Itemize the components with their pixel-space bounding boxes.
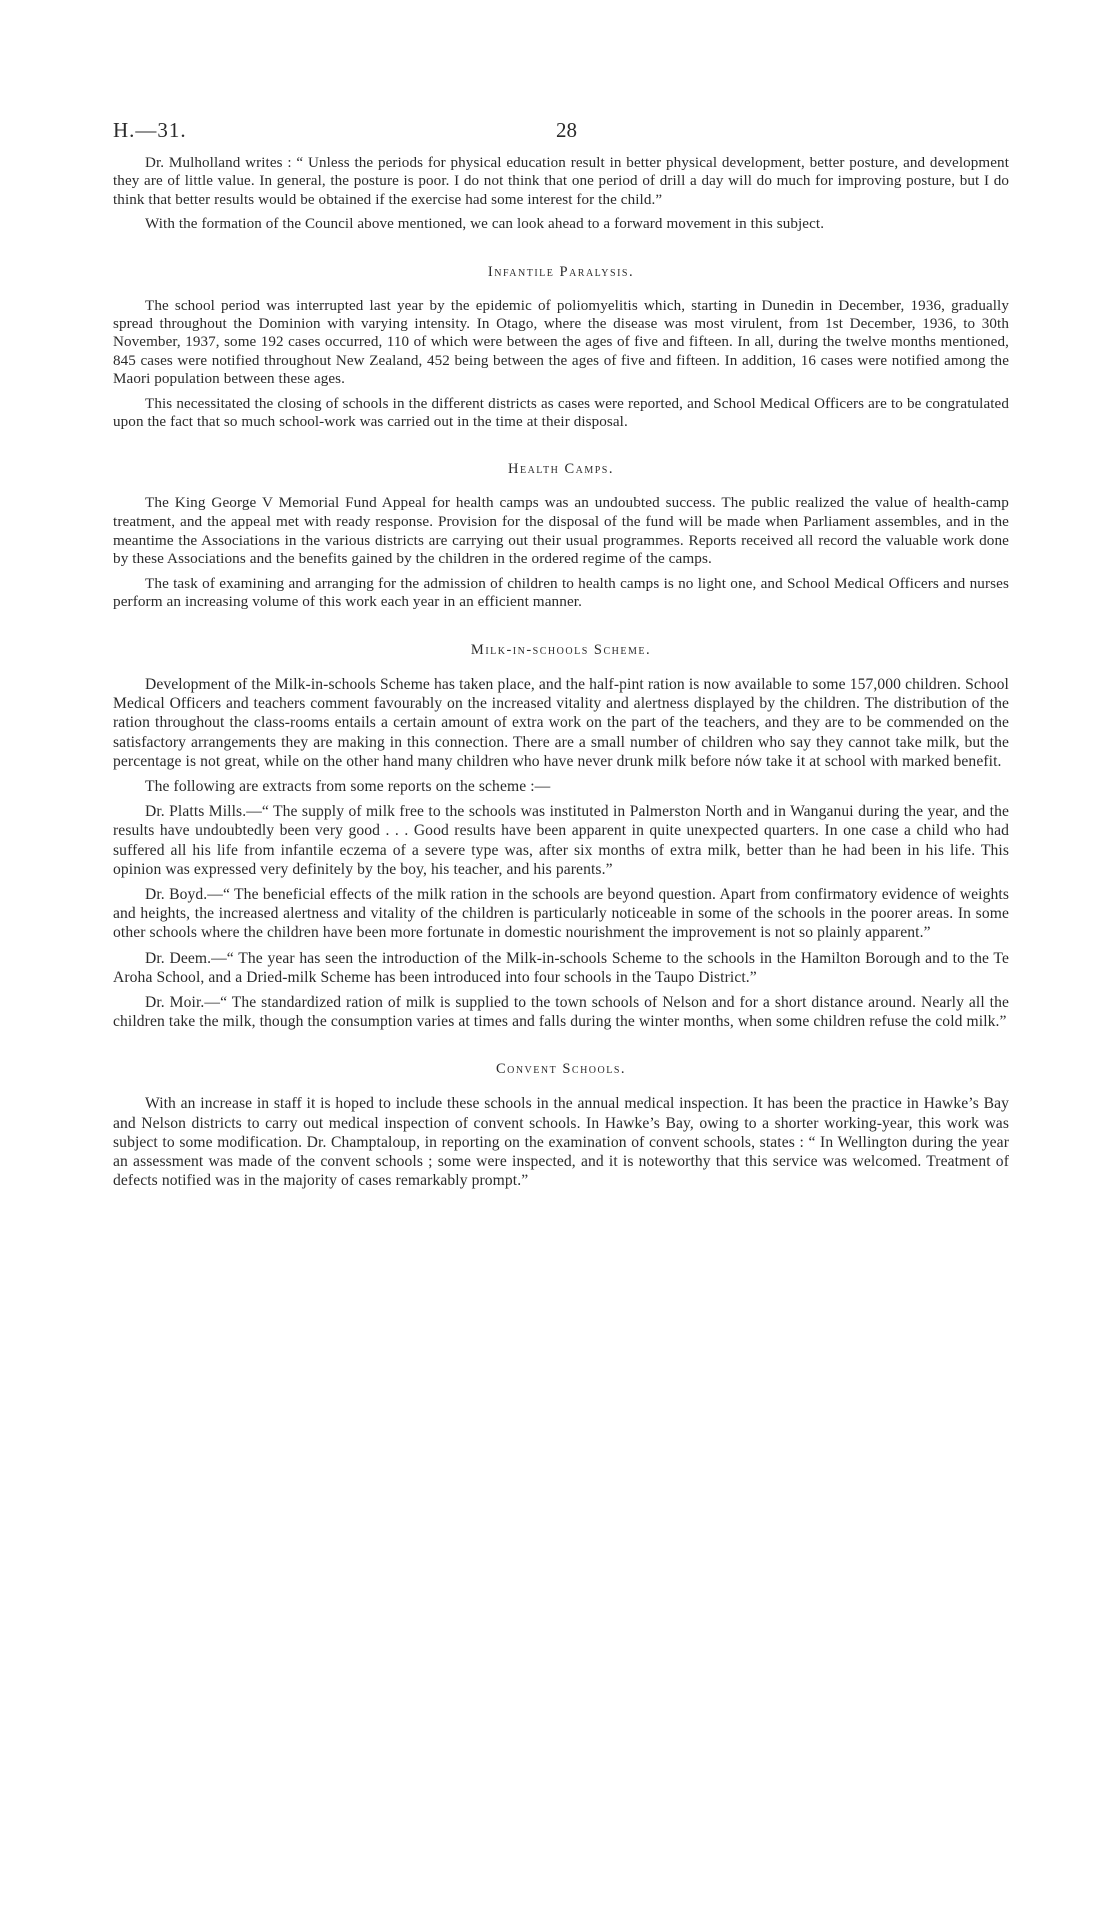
- paragraph: The school period was interrupted last year by the epidemic of poliomyelitis which, starting in Dunedin in December, 1936, gradually spread throughout the Dominion with varying intensity. In Otago, where the disease was most virulent, from 1st December, 1936, to 30th November, 1937, some 192 cases occurred, 110 of which were between the ages of five and fifteen. In all, during the twelve months mentioned, 845 cases were notified throughout New Zealand, 452 being between the ages of five and fifteen. In addition, 16 cases were notified among the Maori population between these ages.: [113, 297, 1009, 388]
- document-page: [113, 118, 1009, 1197]
- paragraph: With the formation of the Council above mentioned, we can look ahead to a forward movement in this subject.: [145, 216, 825, 233]
- section-convent-schools: [113, 1061, 1009, 1190]
- paragraph: The task of examining and arranging for the admission of children to health camps is no light one, and School Medical Officers and nurses perform an increasing volume of this work each year in an efficient manner.: [113, 574, 1009, 611]
- section-heading: Infantile Paralysis.: [487, 263, 635, 280]
- paragraph: With an increase in staff it is hoped to include these schools in the annual medical inspection. It has been the practice in Hawke’s Bay and Nelson districts to carry out medical inspection of convent schools. In Hawke’s Bay, owing to a shorter working-year, this work was subject to some modification. Dr. Champtaloup, in reporting on the examination of convent schools, states : “ In Wellington during the year an assessment was made of the convent schools ; some were inspected, and it is noteworthy that this service was welcomed. Treatment of defects notified was in the majority of cases remarkably prompt.”: [113, 1095, 1009, 1190]
- page-header: [113, 118, 1009, 154]
- paragraph: The King George V Memorial Fund Appeal for health camps was an undoubted success. The public realized the value of health-camp treatment, and the appeal met with ready response. Provision for the disposal of the fund will be made when Parliament assembles, and in the meantime the Associations in the various districts are carrying out their usual programmes. Reports received all record the valuable work done by these Associations and the benefits gained by the children in the ordered regime of the camps.: [113, 494, 1009, 568]
- section-heading: Milk-in-schools Scheme.: [470, 642, 652, 659]
- page-number: 28: [556, 118, 577, 142]
- document-reference: H.—31.: [113, 118, 187, 142]
- section-heading: Health Camps.: [508, 461, 614, 478]
- section-infantile-paralysis: [113, 264, 1009, 432]
- paragraph: Dr. Mulholland writes : “ Unless the periods for physical education result in better physical development, better posture, and development they are of little value. In general, the posture is poor. I do not think that one period of drill a day will do much for improving posture, but I do think that better results would be obtained if the exercise had some interest for the child.”: [113, 155, 1009, 208]
- section-physical-education: [113, 154, 1009, 234]
- paragraph: Dr. Moir.—“ The standardized ration of milk is supplied to the town schools of Nelson and for a short distance around. Nearly all the children take the milk, though the consumption varies at times and falls during the winter months, when some children refuse the cold milk.”: [113, 994, 1009, 1031]
- paragraph: Dr. Boyd.—“ The beneficial effects of the milk ration in the schools are beyond question. Apart from confirmatory evidence of weights and heights, the increased alertness and vitality of the children is particularly noticeable in some of the schools in the poorer areas. In some other schools where the children have been more fortunate in domestic nourishment the improvement is not so plainly apparent.”: [113, 886, 1009, 942]
- paragraph: Development of the Milk-in-schools Scheme has taken place, and the half-pint ration is now available to some 157,000 children. School Medical Officers and teachers comment favourably on the increased vitality and alertness displayed by the children. The distribution of the ration throughout the class-rooms entails a certain amount of extra work on the part of the teachers, and they are to be commended on the satisfactory arrangements they are making in this connection. There are a small number of children who say they cannot take milk, but the percentage is not great, while on the other hand many children who have never drunk milk before nów take it at school with marked benefit.: [113, 676, 1009, 770]
- section-milk-in-schools: [113, 642, 1009, 1031]
- section-heading: Convent Schools.: [495, 1061, 627, 1078]
- paragraph: The following are extracts from some reports on the scheme :—: [145, 778, 551, 796]
- paragraph: This necessitated the closing of schools in the different districts as cases were reported, and School Medical Officers are to be congratulated upon the fact that so much school-work was carried out in the time at their disposal.: [113, 395, 1009, 431]
- paragraph: Dr. Platts Mills.—“ The supply of milk free to the schools was instituted in Palmerston North and in Wanganui during the year, and the results have undoubtedly been very good . . . Good results have been apparent in quite unexpected quarters. In one case a child who had suffered all his life from infantile eczema of a severe type was, after six months of extra milk, better than he had been in his life. This opinion was expressed very definitely by the boy, his teacher, and his parents.”: [113, 803, 1009, 878]
- paragraph: Dr. Deem.—“ The year has seen the introduction of the Milk-in-schools Scheme to the schools in the Hamilton Borough and to the Te Aroha School, and a Dried-milk Scheme has been introduced into four schools in the Taupo District.”: [113, 949, 1009, 986]
- section-health-camps: [113, 461, 1009, 612]
